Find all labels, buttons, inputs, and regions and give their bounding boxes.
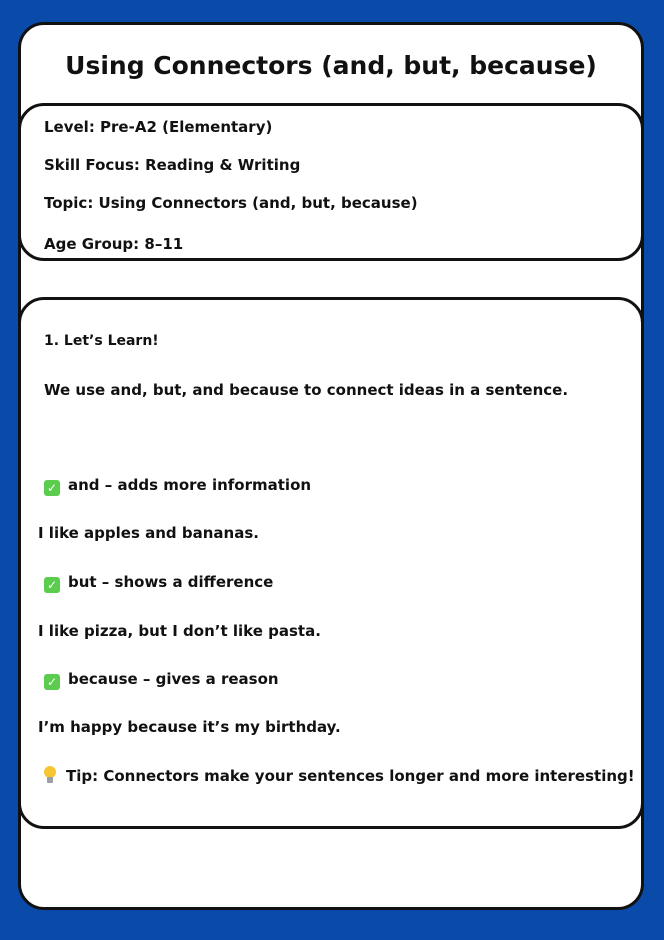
page-title: Using Connectors (and, but, because) [65,51,597,80]
rule-but-text: but – shows a difference [68,573,274,591]
rule-and [44,476,311,496]
learn-section [18,297,644,829]
intro-text: We use and, but, and because to connect ideas in a sentence. [44,381,569,399]
info-box [18,103,644,261]
topic-line: Topic: Using Connectors (and, but, because) [44,194,418,212]
skill-line: Skill Focus: Reading & Writing [44,156,301,174]
example-and: I like apples and bananas. [38,524,259,542]
check-icon: ✓ [44,674,60,690]
rule-and-text: and – adds more information [68,476,312,494]
example-but: I like pizza, but I don’t like pasta. [38,622,321,640]
rule-but [44,573,273,593]
lightbulb-icon [44,766,56,784]
tip-line [44,766,635,785]
rule-because-text: because – gives a reason [68,670,279,688]
level-line: Level: Pre-A2 (Elementary) [44,118,273,136]
check-icon: ✓ [44,480,60,496]
worksheet [18,22,644,910]
tip-text: Tip: Connectors make your sentences longer and more interesting! [66,767,635,785]
rule-because [44,670,279,690]
section-heading: 1. Let’s Learn! [44,333,159,349]
age-line: Age Group: 8–11 [44,235,184,253]
example-because: I’m happy because it’s my birthday. [38,718,341,736]
check-icon: ✓ [44,577,60,593]
